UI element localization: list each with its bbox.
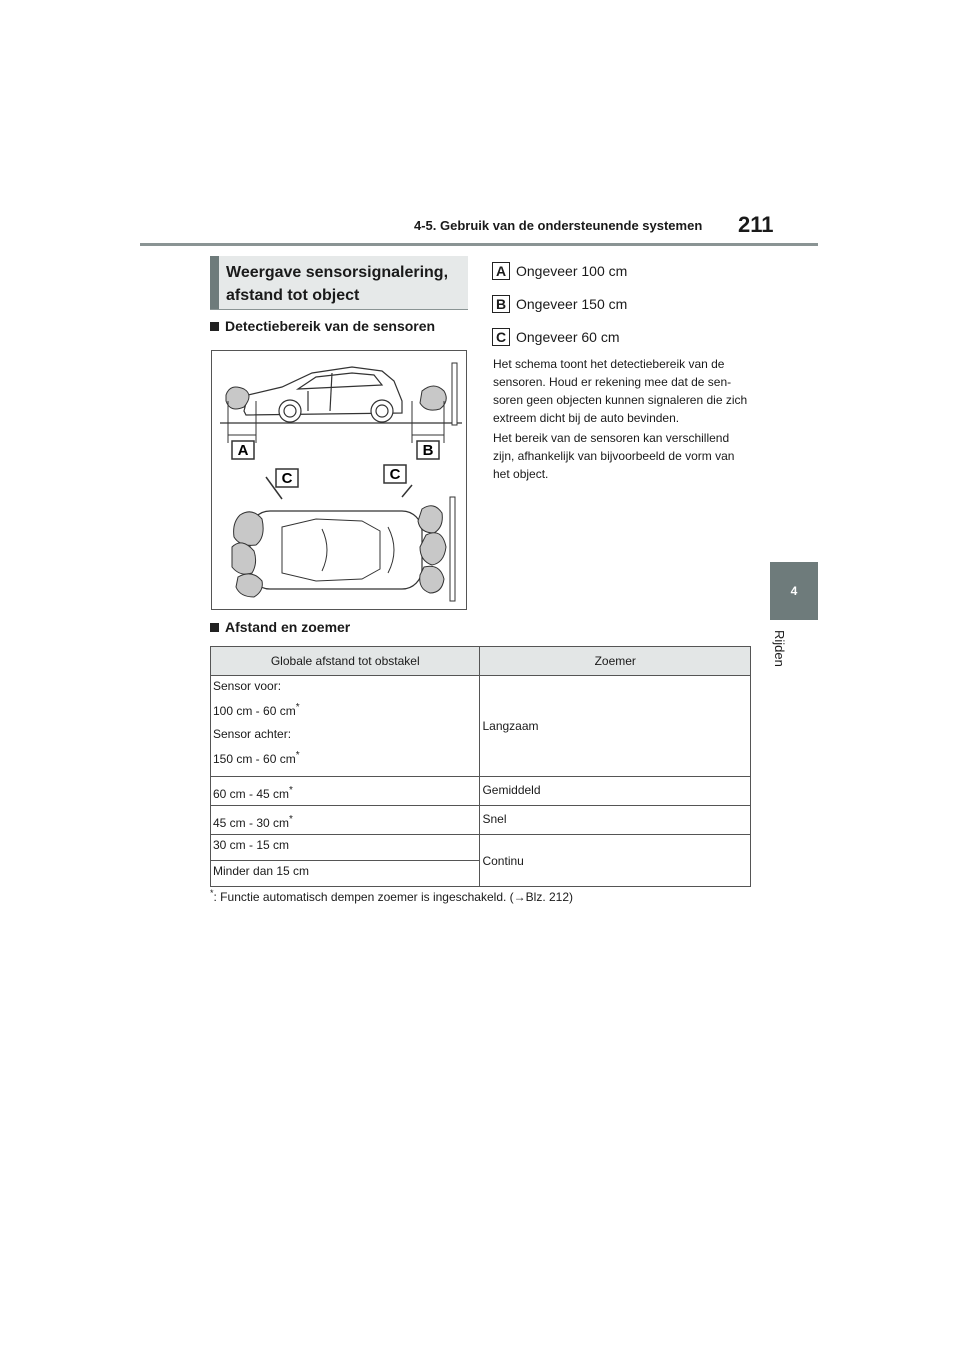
sensor-diagram-svg <box>212 351 466 609</box>
footnote-marker: * <box>289 814 293 825</box>
sensor-front-range: 100 cm - 60 cm <box>213 704 296 718</box>
table-cell-buzzer: Gemiddeld <box>480 777 751 806</box>
paragraph-range-info: Het bereik van de sensoren kan verschillend zijn, afhankelijk van bijvoorbeeld de vorm van het object. <box>493 431 735 481</box>
header-section-title: 4-5. Gebruik van de ondersteunende systemen <box>414 218 703 233</box>
subhead-distance-buzzer-label: Afstand en zoemer <box>225 619 351 635</box>
table-row <box>211 777 751 806</box>
subhead-detection-range <box>210 318 435 334</box>
distance-value: 60 cm - 45 cm <box>213 787 290 801</box>
table-cell-distance: 30 cm - 15 cm <box>211 835 480 861</box>
sensor-rear-range: 150 cm - 60 cm <box>213 752 296 766</box>
table-cell-distance <box>211 806 480 835</box>
table-row <box>211 835 751 861</box>
legend-item-b <box>492 293 627 315</box>
footnote-marker: * <box>295 702 300 713</box>
legend-text-a: Ongeveer 100 cm <box>516 263 628 279</box>
chapter-number: 4 <box>790 584 798 598</box>
diagram-label-b: B <box>422 442 434 459</box>
table-cell-distance <box>211 676 480 777</box>
legend-text-b: Ongeveer 150 cm <box>516 296 628 312</box>
subhead-distance-buzzer <box>210 619 350 635</box>
table-header-distance: Globale afstand tot obstakel <box>211 647 480 676</box>
table-row <box>211 676 751 777</box>
footnote-text: : Functie automatisch dempen zoemer is ingeschakeld. (→Blz. 212) <box>213 890 574 904</box>
page-number: 211 <box>738 212 774 237</box>
sensor-range-diagram <box>211 350 467 610</box>
subhead-detection-range-label: Detectiebereik van de sensoren <box>225 318 436 334</box>
diagram-label-a: A <box>237 442 249 459</box>
paragraph-detection-info: Het schema toont het detectiebereik van de sensoren. Houd er rekening mee dat de sen- soren geen objecten kunnen signaleren die zich extreem dicht bij de auto bevinden. <box>493 357 748 425</box>
sensor-rear-label: Sensor achter: <box>213 727 292 741</box>
table-header-buzzer: Zoemer <box>480 647 751 676</box>
table-cell-buzzer: Continu <box>480 835 751 887</box>
chapter-tab <box>770 562 818 620</box>
square-bullet-icon <box>210 322 219 331</box>
footnote-marker: * <box>295 750 300 761</box>
table-cell-buzzer: Langzaam <box>480 676 751 777</box>
section-title-accent <box>210 256 219 310</box>
chapter-label: Rijden <box>772 630 787 667</box>
diagram-label-c-front: C <box>281 470 293 487</box>
footnote-mark: * <box>210 888 214 898</box>
table-cell-distance <box>211 777 480 806</box>
legend-key-c: C <box>492 328 510 346</box>
square-bullet-icon <box>210 623 219 632</box>
footnote <box>210 888 573 904</box>
front-sensor-lobe <box>226 387 249 409</box>
legend-text-c: Ongeveer 60 cm <box>516 329 620 345</box>
table-cell-distance: Minder dan 15 cm <box>211 861 480 887</box>
sensor-front-label: Sensor voor: <box>213 679 282 693</box>
legend-key-b: B <box>492 295 510 313</box>
table-cell-buzzer: Snel <box>480 806 751 835</box>
footnote-marker: * <box>289 785 293 796</box>
legend-key-a: A <box>492 262 510 280</box>
distance-buzzer-table <box>210 646 751 887</box>
table-header-row <box>211 647 751 676</box>
diagram-label-c-rear: C <box>389 466 401 483</box>
legend-item-c <box>492 326 620 348</box>
distance-value: 45 cm - 30 cm <box>213 816 290 830</box>
header-divider <box>140 243 818 246</box>
rear-sensor-lobe <box>420 386 446 410</box>
section-title-underline <box>210 309 468 310</box>
legend-item-a <box>492 260 627 282</box>
table-row <box>211 806 751 835</box>
section-title: Weergave sensorsignalering, afstand tot object <box>226 264 449 304</box>
